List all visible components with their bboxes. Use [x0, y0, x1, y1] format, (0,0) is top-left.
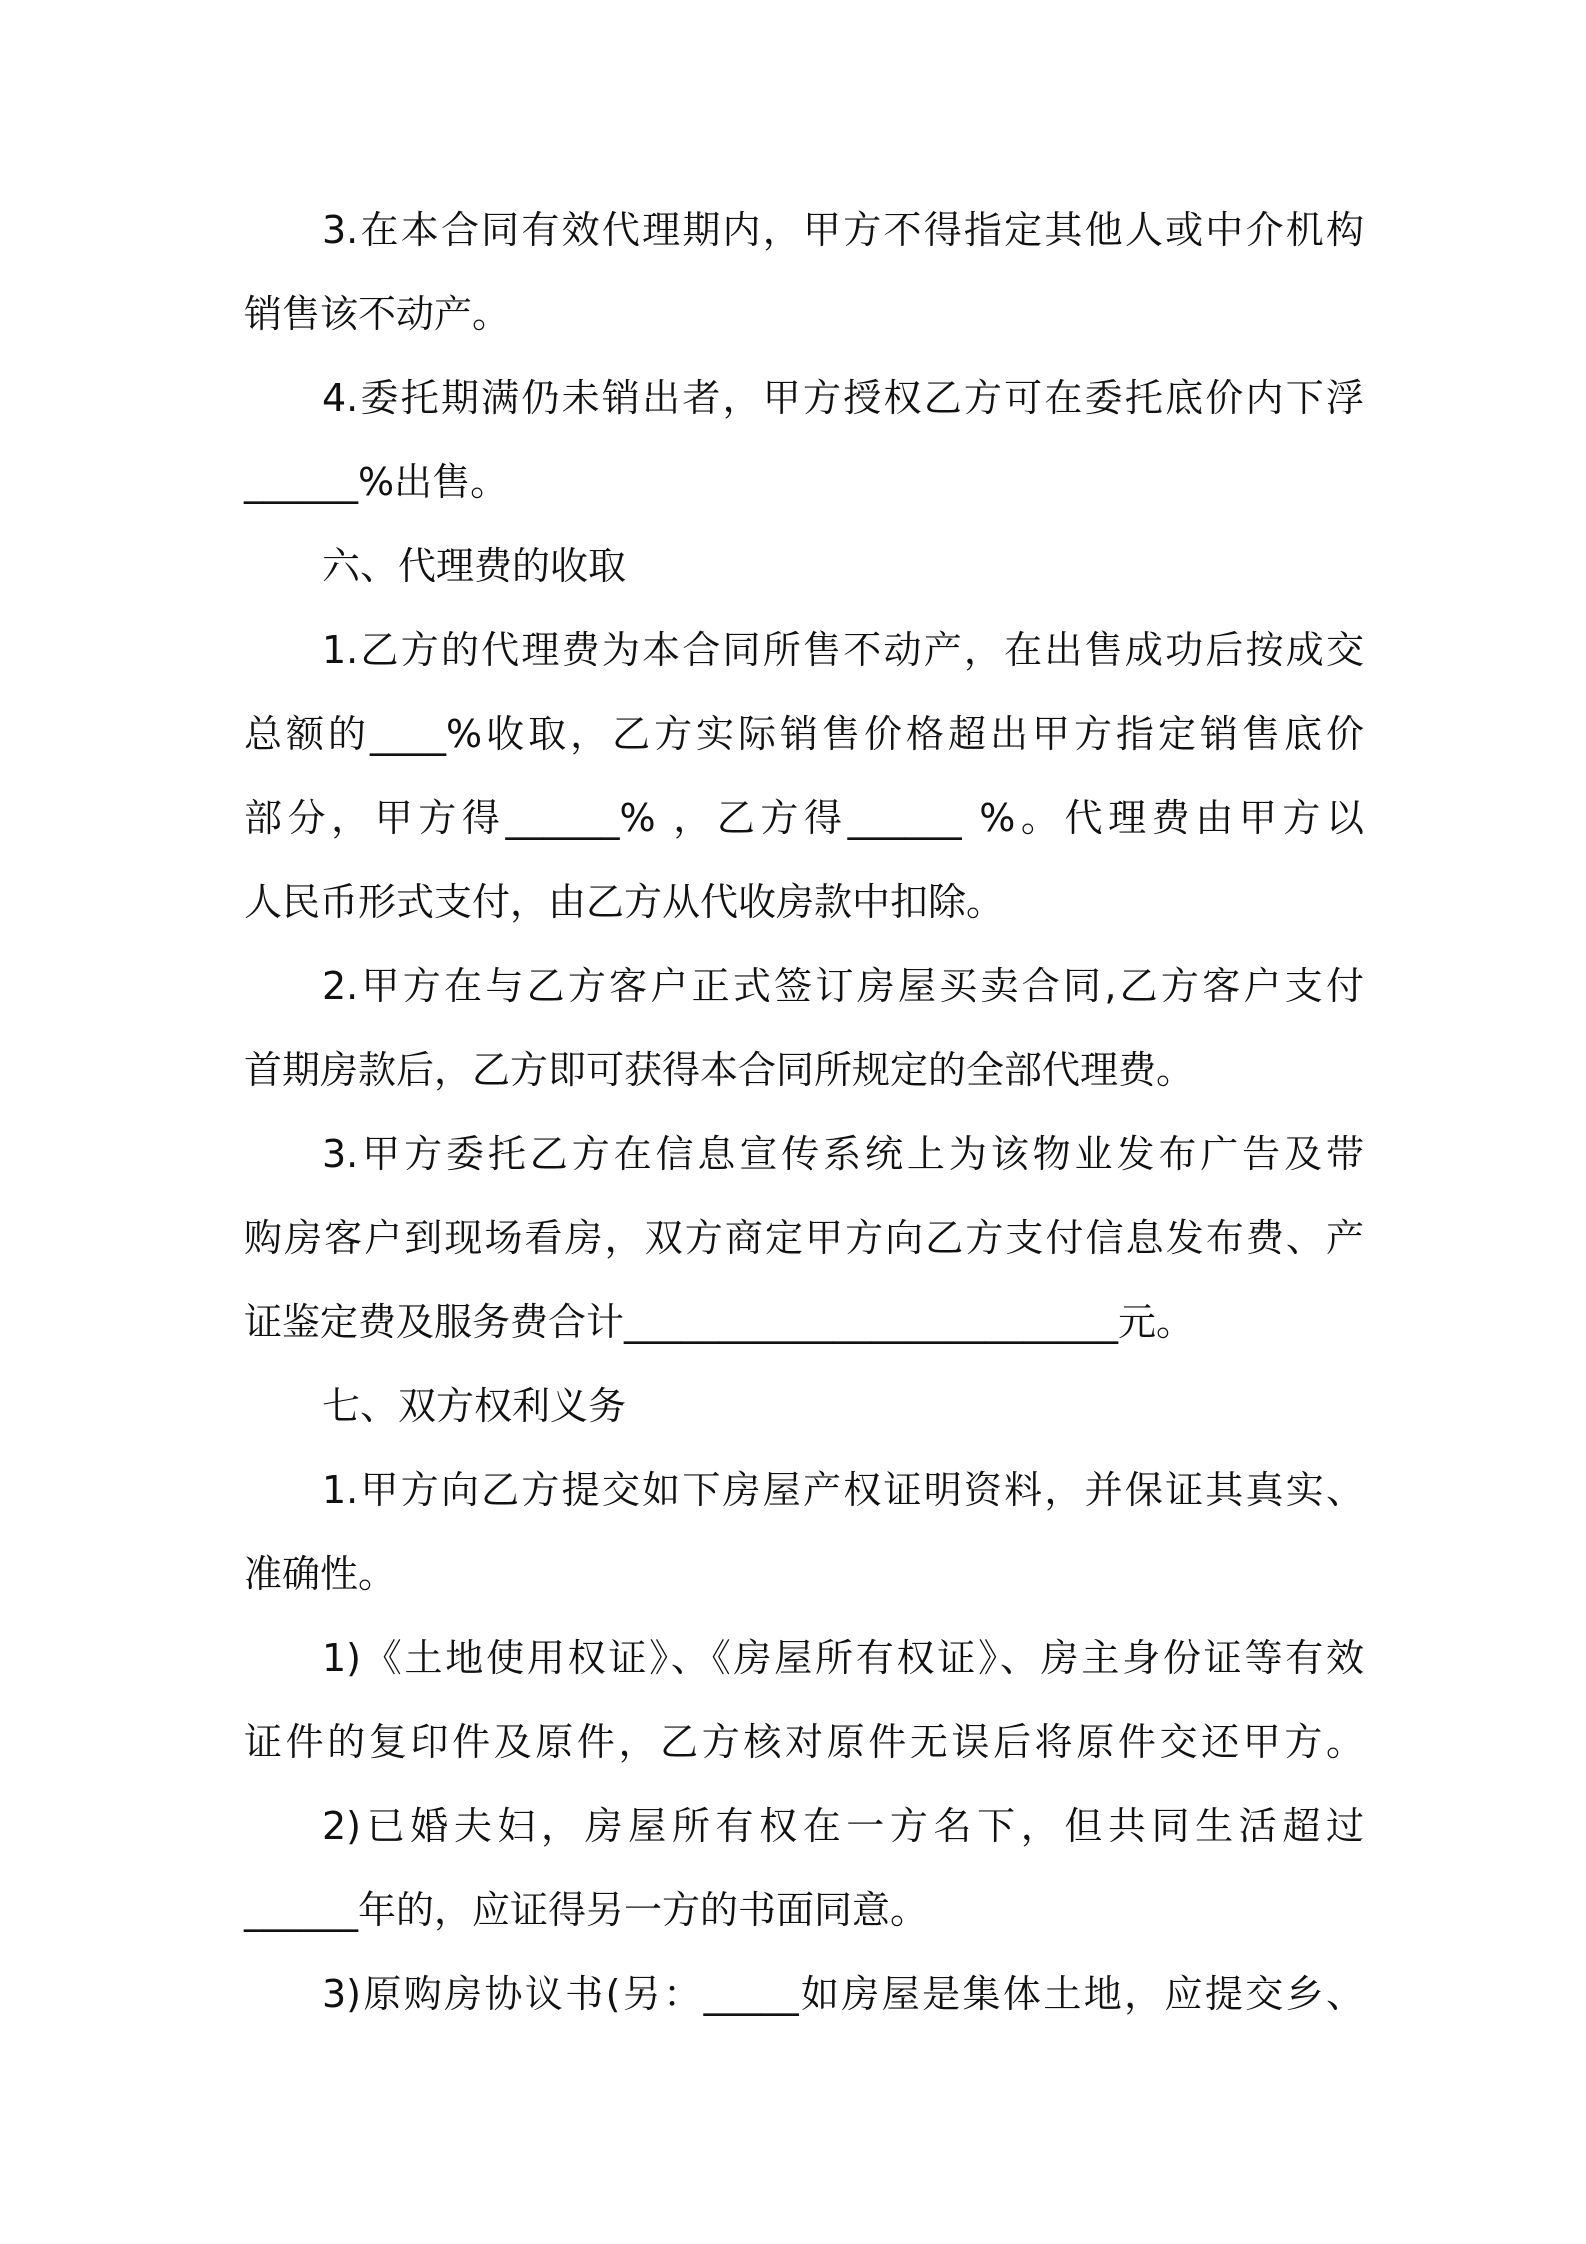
clause-6-1-line-4: 人民币形式支付，由乙方从代收房款中扣除。 — [244, 880, 1005, 924]
item-1-line-2: 证件的复印件及原件，乙方核对原件无误后将原件交还甲方。 — [244, 1720, 1364, 1764]
clause-6-2-line-2: 首期房款后，乙方即可获得本合同所规定的全部代理费。 — [244, 1048, 1195, 1092]
clause-6-1-line-3: 部分，甲方得______% ，乙方得______ %。代理费由甲方以 — [244, 796, 1364, 840]
clause-6-1-line-2: 总额的____%收取，乙方实际销售价格超出甲方指定销售底价 — [244, 712, 1364, 756]
section-7-heading: 七、双方权利义务 — [322, 1384, 627, 1428]
clause-5-3-line-2: 销售该不动产。 — [244, 292, 511, 336]
clause-5-4-line-2: ______%出售。 — [244, 460, 509, 504]
clause-5-4-line-1: 4.委托期满仍未销出者，甲方授权乙方可在委托底价内下浮 — [322, 376, 1364, 420]
item-1-line-1: 1)《土地使用权证》、《房屋所有权证》、房主身份证等有效 — [322, 1636, 1364, 1680]
clause-6-2-line-1: 2.甲方在与乙方客户正式签订房屋买卖合同,乙方客户支付 — [322, 964, 1364, 1008]
clause-7-1-line-1: 1.甲方向乙方提交如下房屋产权证明资料，并保证其真实、 — [322, 1468, 1364, 1512]
item-2-line-2: ______年的，应证得另一方的书面同意。 — [244, 1888, 929, 1932]
clause-5-3-line-1: 3.在本合同有效代理期内，甲方不得指定其他人或中介机构 — [322, 208, 1364, 252]
item-3-line-1: 3)原购房协议书(另：_____如房屋是集体土地，应提交乡、 — [322, 1972, 1364, 2016]
clause-7-1-line-2: 准确性。 — [244, 1552, 397, 1596]
clause-6-3-line-3: 证鉴定费及服务费合计__________________________元。 — [244, 1300, 1195, 1344]
clause-6-1-line-1: 1.乙方的代理费为本合同所售不动产，在出售成功后按成交 — [322, 628, 1364, 672]
item-2-line-1: 2)已婚夫妇，房屋所有权在一方名下，但共同生活超过 — [322, 1804, 1364, 1848]
clause-6-3-line-1: 3.甲方委托乙方在信息宣传系统上为该物业发布广告及带 — [322, 1132, 1364, 1176]
section-6-heading: 六、代理费的收取 — [322, 544, 627, 588]
clause-6-3-line-2: 购房客户到现场看房，双方商定甲方向乙方支付信息发布费、产 — [244, 1216, 1364, 1260]
